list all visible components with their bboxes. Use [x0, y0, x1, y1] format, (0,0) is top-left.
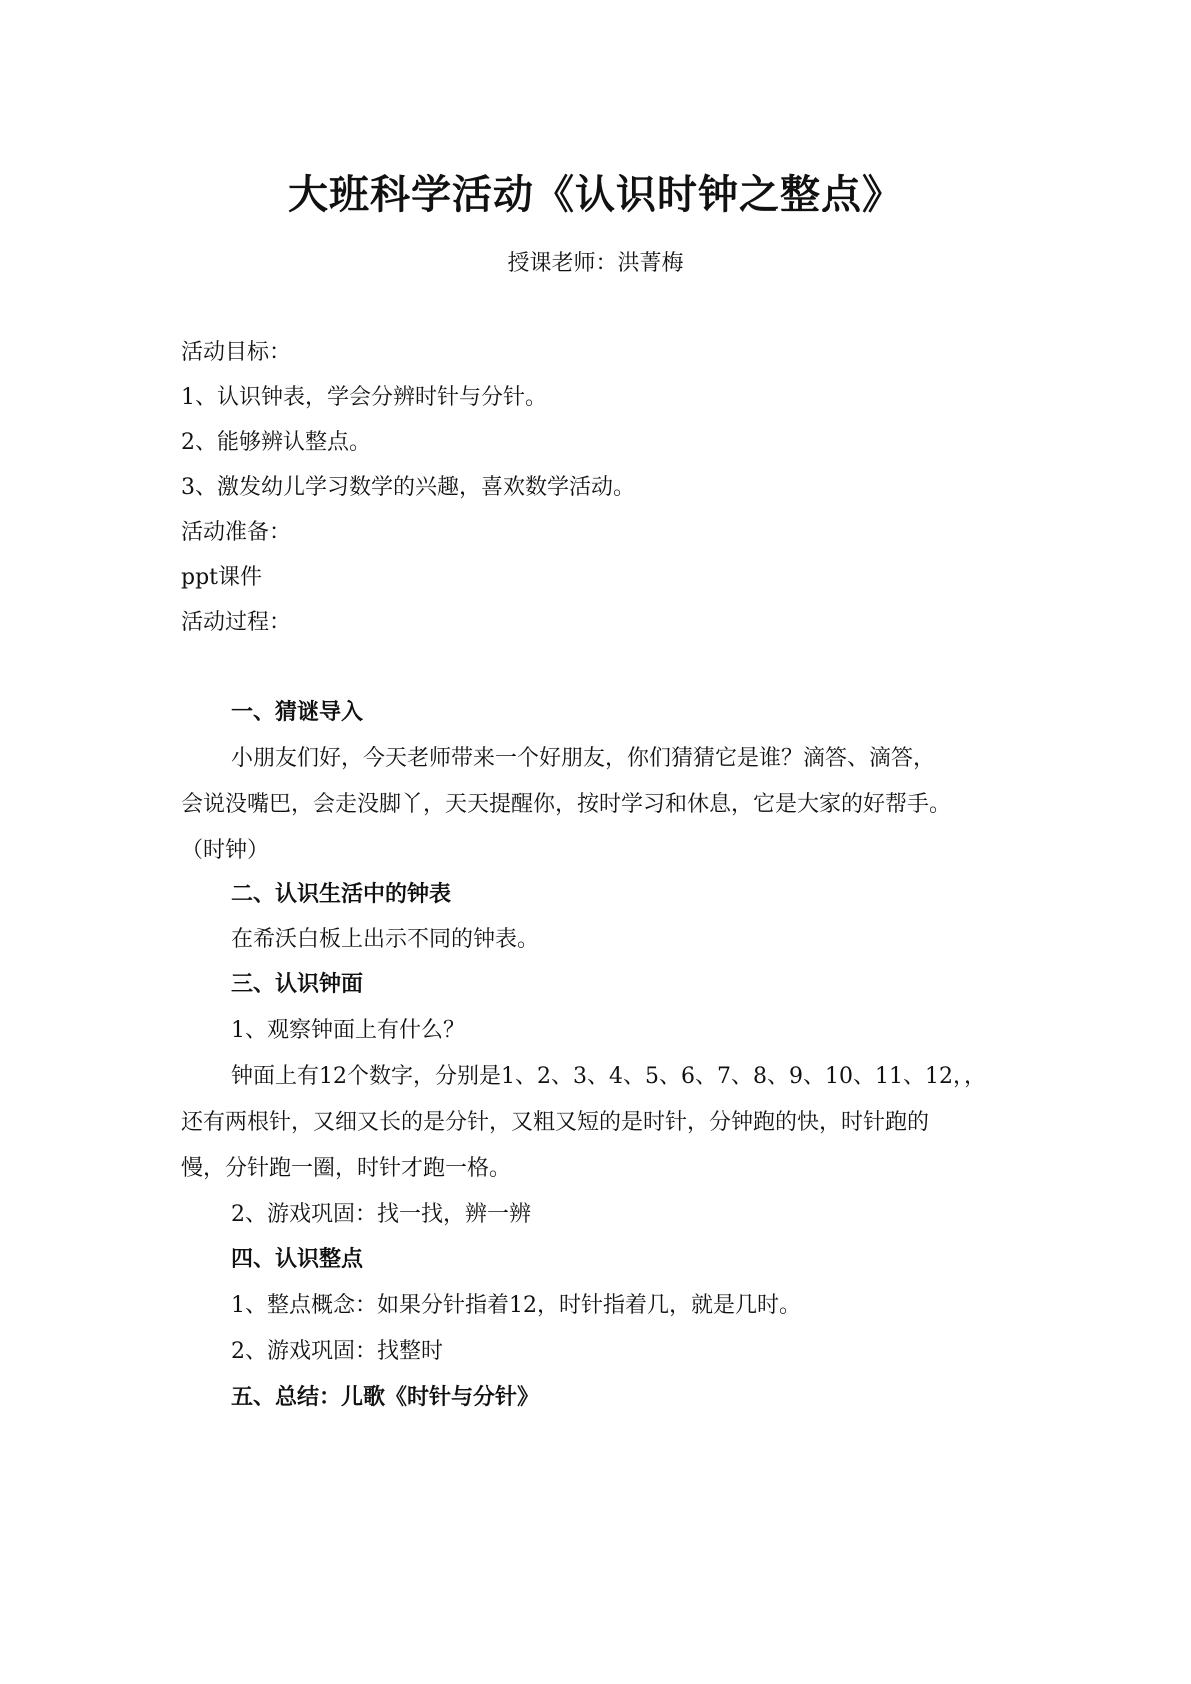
teacher-line: 授课老师：洪菁梅: [507, 251, 684, 276]
section-1-heading: 一、猜谜导入: [231, 700, 364, 725]
goals-label: 活动目标：: [181, 340, 292, 365]
section-4-game: 2、游戏巩固：找整时: [231, 1339, 443, 1364]
goal-item-2: 2、能够辨认整点。: [181, 430, 371, 455]
section-4-heading: 四、认识整点: [231, 1247, 364, 1272]
section-3-paragraph-line: 钟面上有12个数字，分别是1、2、3、4、5、6、7、8、9、10、11、12，，: [231, 1064, 986, 1089]
section-4-concept: 1、整点概念：如果分针指着12，时针指着几，就是几时。: [231, 1293, 801, 1318]
section-2-heading: 二、认识生活中的钟表: [231, 882, 452, 907]
section-5-heading: 五、总结：儿歌《时针与分针》: [231, 1385, 540, 1410]
prep-label: 活动准备：: [181, 520, 292, 545]
section-3-paragraph-line: 还有两根针，又细又长的是分针，又粗又短的是时针，分钟跑的快，时针跑的: [181, 1110, 930, 1135]
section-1-paragraph-line: （时钟）: [181, 838, 270, 863]
section-3-paragraph-line: 慢，分针跑一圈，时针才跑一格。: [181, 1156, 512, 1181]
process-label: 活动过程：: [181, 610, 292, 635]
section-1-paragraph-line: 小朋友们好，今天老师带来一个好朋友，你们猜猜它是谁？滴答、滴答，: [231, 746, 936, 771]
prep-item: ppt课件: [181, 565, 263, 590]
document-title: 大班科学活动《认识时钟之整点》: [288, 172, 903, 218]
section-3-heading: 三、认识钟面: [231, 972, 364, 997]
section-2-paragraph: 在希沃白板上出示不同的钟表。: [231, 927, 540, 952]
section-3-question: 1、观察钟面上有什么？: [231, 1018, 465, 1043]
section-3-game: 2、游戏巩固：找一找，辨一辨: [231, 1202, 531, 1227]
goal-item-1: 1、认识钟表，学会分辨时针与分针。: [181, 385, 547, 410]
section-1-paragraph-line: 会说没嘴巴，会走没脚丫，天天提醒你，按时学习和休息，它是大家的好帮手。: [181, 792, 952, 817]
goal-item-3: 3、激发幼儿学习数学的兴趣，喜欢数学活动。: [181, 475, 635, 500]
